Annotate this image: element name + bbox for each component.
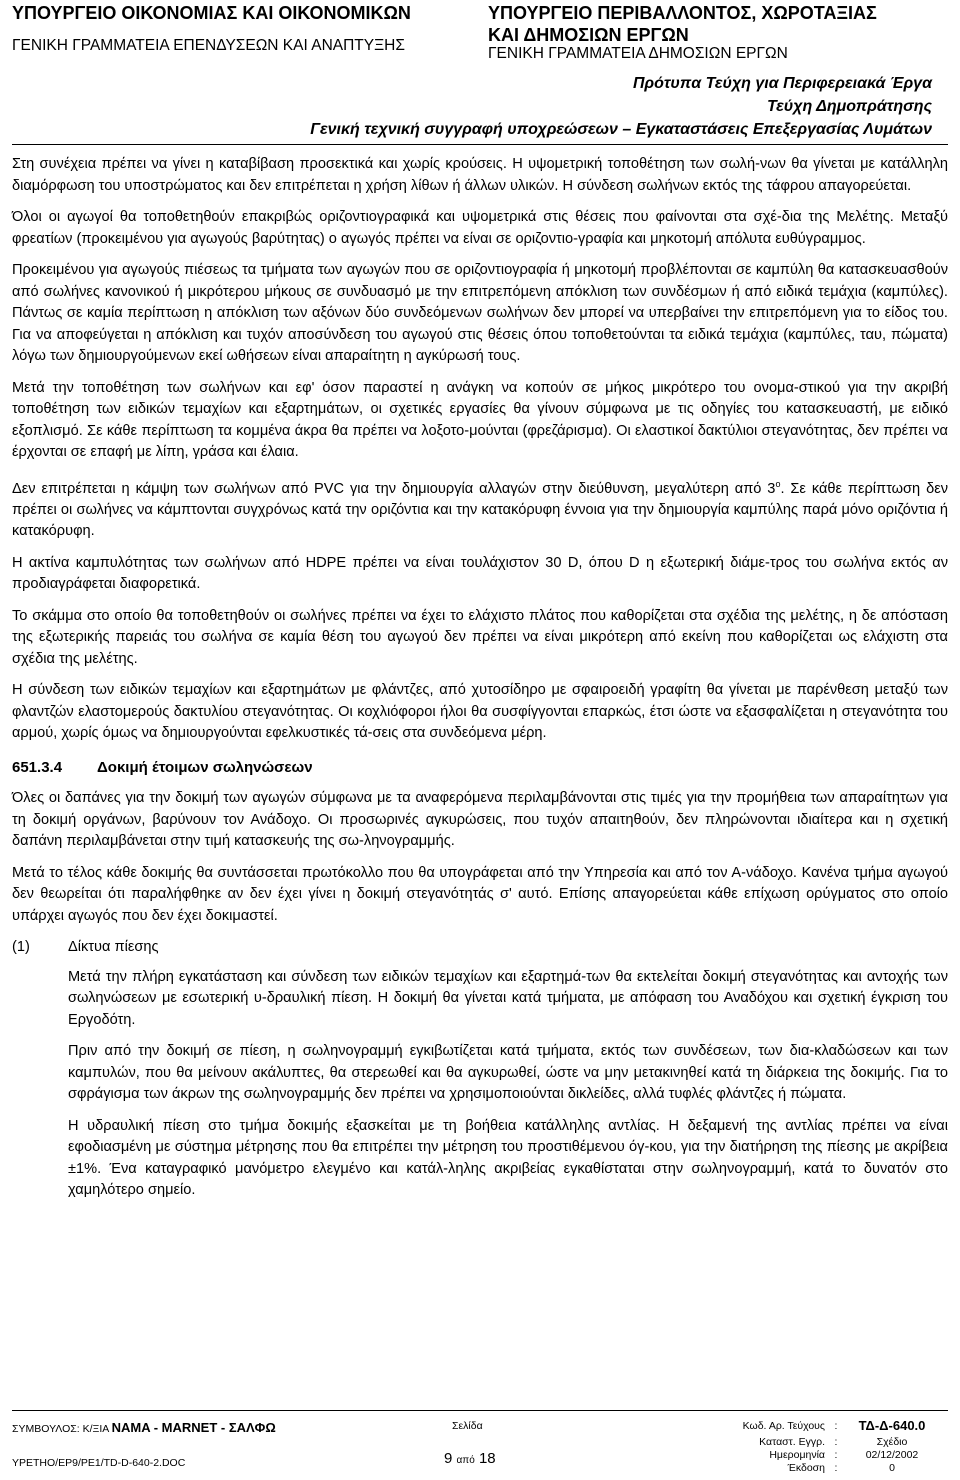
doc-series-title: Πρότυπα Τεύχη για Περιφερειακά Έργα [632,75,932,92]
meta-row-code [707,1418,937,1434]
page-footer [12,1410,948,1480]
paragraph-13: Η υδραυλική πίεση στο τμήμα δοκιμής εξασκείται με τη βοήθεια κατάλληλης αντλίας. Η δεξαμενή της αντλίας πρέπει να είναι εφοδιασμένη με σύστημα μέτρησης που θα επιτρέπει την μέτρηση του προστιθέμενου όγ-κου, για την διατήρηση της πίεσης με ακρίβεια ±1%. Ένα καταγραφικό μανόμετρο ελεγμένο και κατάλ-ληλης ακριβείας εγκαθίσταται στην σωληνογραμμή, κατά το δυνατόν στο χαμηλότερο σημείο. [68,1117,948,1199]
doc-subject-title: Γενική τεχνική συγγραφή υποχρεώσεων – Εγκαταστάσεις Επεξεργασίας Λυμάτων [310,121,932,138]
subsection-number: (1) [12,939,30,956]
header-left [12,0,482,56]
page-of: από [456,1455,475,1466]
document-subheader [310,72,932,141]
meta-colon: : [834,1449,838,1461]
meta-colon: : [834,1420,838,1432]
footer-metadata [707,1418,937,1475]
meta-colon: : [834,1462,838,1474]
footer-consultant [12,1420,276,1435]
footer-divider [12,1410,948,1411]
paragraph-11: Μετά την πλήρη εγκατάσταση και σύνδεση των ειδικών τεμαχίων και εξαρτημά-των θα εκτελείται δοκιμή στεγανότητας και αντοχής των σωληνώσεων με εσωτερική υ-δραυλική πίεση. Η δοκιμή θα γίνεται κατά τμήματα, με απόφαση του Αναδόχου και σχετική έγκριση του Εργοδότη. [68,968,948,1028]
paragraph-5-part-b: . Σε κάθε περίπτωση δεν πρέπει οι σωλήνες να κάμπτονται συγχρόνως κατά την οριζόντια και την κατακόρυφη έννοια για την δημιουργία καμπύλης παρά μόνο οριζόντια ή κατακόρυφη. [12,480,949,540]
paragraph-2: Όλοι οι αγωγοί θα τοποθετηθούν επακριβώς οριζοντιογραφικά και υψομετρικά στις θέσεις που φαίνονται στα σχέ-δια της Μελέτης. Μεταξύ φρεατίων (προκειμένου για αγωγούς βαρύτητας) ο αγωγός πρέπει να είναι σε οριζοντιο-γραφία και μηκοτομή απόλυτα ευθύγραμμος. [12,209,948,247]
paragraph-10: Μετά το τέλος κάθε δοκιμής θα συντάσσεται πρωτόκολλο που θα υπογράφεται από την Υπηρεσία και από τον Α-νάδοχο. Κανένα τμήμα αγωγού δεν θεωρείται ότι παραλήφθηκε αν δεν έχει γίνει η δοκιμή στεγανότητάς σ' αυτό. Επίσης απαγορεύεται κάθε επίχωση ορύγματος στο οποίο υπάρχει αγωγός που δεν έχει δοκιμαστεί. [12,864,948,924]
date-label: Ημερομηνία [769,1449,825,1461]
code-label: Κωδ. Αρ. Τεύχους [742,1420,825,1432]
edition-label: Έκδοση [787,1462,825,1474]
meta-row-edition [707,1462,937,1475]
page-label: Σελίδα [452,1420,483,1432]
paragraph-4: Μετά την τοποθέτηση των σωλήνων και εφ' όσον παραστεί η ανάγκη να κοπούν σε μήκος μικρότερο του ονομα-στικού για την ακριβή τοποθέτηση των ειδικών τεμαχίων και εξαρτημάτων, οι σχετικές εργασίες θα γίνουν σύμφωνα με τις οδηγίες του κατασκευαστή, με ειδικό εξοπλισμό. Σε κάθε περίπτωση τα κομμένα άκρα θα πρέπει να λοξοτο-μούνται (φρεζάρισμα). Οι ελαστικοί δακτύλιοι στεγανότητας, δεν πρέπει να έρχονται σε επαφή με λίπη, γράσα και έλαια. [12,379,948,460]
header-left-ministry: ΥΠΟΥΡΓΕΙΟ ΟΙΚΟΝΟΜΙΑΣ ΚΑΙ ΟΙΚΟΝΟΜΙΚΩΝ [12,3,411,23]
header-right-secretariat: ΓΕΝΙΚΗ ΓΡΑΜΜΑΤΕΙΑ ΔΗΜΟΣΙΩΝ ΕΡΓΩΝ [488,45,788,62]
header-right-ministry-line2: ΚΑΙ ΔΗΜΟΣΙΩΝ ΕΡΓΩΝ [488,25,689,45]
section-heading [12,757,948,779]
paragraph-8: Η σύνδεση των ειδικών τεμαχίων και εξαρτημάτων με φλάντζες, από χυτοσίδηρο με σφαιροειδή γραφίτη θα γίνεται με παρένθεση μεταξύ των φλαντζών ελαστομερούς δακτυλίου στεγανότητας. Οι κοχλιόφοροι ήλοι θα συσφίγγονται επαρκώς, έτσι ώστε να εξασφαλίζεται η στεγανότητα του αρμού, χωρίς όμως να δημιουργούνται εφελκυστικές τά-σεις στα συνδεόμενα μέρη. [12,682,948,742]
degree-superscript: ο [775,478,781,489]
doc-volume-title: Τεύχη Δημοπράτησης [766,98,932,115]
paragraph-5-part-a: Δεν επιτρέπεται η κάμψη των σωλήνων από PVC για την δημιουργία αλλαγών στην διεύθυνση, μεγαλύτερη από 3 [12,480,776,497]
status-value: Σχέδιο [876,1436,908,1448]
page-current: 9 [444,1450,453,1467]
paragraph-1: Στη συνέχεια πρέπει να γίνει η καταβίβαση προσεκτικά και χωρίς κρούσεις. Η υψομετρική τοποθέτηση των σωλή-νων θα γίνεται με κατάλληλη διαμόρφωση του υποστρώματος και δεν επιτρέπεται η χρήση λίθων ή άλλων υλικών. Η σύνδεση σωλήνων εκτός της τάφρου απαγορεύεται. [12,156,948,194]
paragraph-12: Πριν από την δοκιμή σε πίεση, η σωληνογραμμή εγκιβωτίζεται κατά τμήματα, εκτός των συνδέσεων, των δια-κλαδώσεων και των καμπυλών, που θα μείνουν ακάλυπτες, θα στερεωθεί και θα αγκυρωθεί, ώστε να μην μετακινηθεί κατά τη διάρκεια της δοκιμής. Για το σφράγισμα των άκρων της σωληνογραμμής δεν πρέπει να χρησιμοποιούνται δικλείδες, αλλά τυφλές φλάντζες ή πώματα. [68,1043,948,1103]
footer-filename: ΥΡΕΤΗΟ/ΕΡ9/ΡΕ1/TD-D-640-2.DOC [12,1457,186,1469]
status-label: Καταστ. Εγγρ. [759,1436,825,1448]
paragraph-3: Προκειμένου για αγωγούς πιέσεως τα τμήματα των αγωγών που σε οριζοντιογραφία ή μηκοτομή προβλέπονται σε καμπύλη θα κατασκευασθούν από σωλήνες κανονικού ή μικρότερου μήκους σε συνδυασμό με την επιτρεπόμενη απόκλιση των συνδέσμων ή από ειδικά τεμάχια (καμπύλες). Πάντως σε καμία περίπτωση η απόκλιση των αξόνων δύο συνδεόμενων σωλήνων δεν μπορεί να υπερβαίνει την επιτρεπόμενη για το είδος του. Για να αποφεύγεται η απόκλιση και τυχόν αποσύνδεση του αγωγού στις θέσεις όπου τοποθετούνται τα ειδικά τεμάχια (καμπύλες, ταυ, πώματα) λόγω των δημιουργούμενων εκεί ωθήσεων είναι απαραίτητη η αγκύρωσή τους. [12,262,948,364]
header-right-ministry-line1: ΥΠΟΥΡΓΕΙΟ ΠΕΡΙΒΑΛΛΟΝΤΟΣ, ΧΩΡΟΤΑΞΙΑΣ [488,3,877,23]
code-value: ΤΔ-Δ-640.0 [858,1418,926,1433]
consultant-name: NAMA - MARNET - ΣΑΛΦΩ [111,1420,276,1435]
subsection-title: Δίκτυα πίεσης [68,939,159,956]
meta-row-date [707,1449,937,1462]
meta-row-status [707,1436,937,1449]
meta-colon: : [834,1436,838,1448]
page-number [444,1450,496,1467]
consultant-label: ΣΥΜΒΟΥΛΟΣ: Κ/ΞΙΑ [12,1423,109,1435]
subsection-heading [12,937,948,959]
edition-value: 0 [889,1462,895,1474]
header-left-secretariat: ΓΕΝΙΚΗ ΓΡΑΜΜΑΤΕΙΑ ΕΠΕΝΔΥΣΕΩΝ ΚΑΙ ΑΝΑΠΤΥΞΗΣ [12,37,405,54]
section-number: 651.3.4 [12,758,63,776]
header-right [488,0,953,64]
page-total: 18 [478,1450,496,1467]
date-value: 02/12/2002 [865,1449,919,1461]
paragraph-7: Το σκάμμα στο οποίο θα τοποθετηθούν οι σωλήνες πρέπει να έχει το ελάχιστο πλάτος που καθορίζεται στα σχέδια της μελέτης, η δε απόσταση της εξωτερικής παρειάς του σωλήνα σε καμία θέση του αγωγού δεν πρέπει να είναι μικρότερη από εκείνη που καθορίζεται ως ελάχιστη στα σχέδια της μελέτης. [12,607,948,667]
section-title: Δοκιμή έτοιμων σωληνώσεων [97,758,313,776]
header-divider [12,144,948,145]
paragraph-6: Η ακτίνα καμπυλότητας των σωλήνων από HDPE πρέπει να είναι τουλάχιστον 30 D, όπου D η εξωτερική διάμε-τρος του σωλήνα εκτός αν προδιαγράφεται διαφορετικά. [12,554,948,593]
document-body [12,154,948,1212]
paragraph-9: Όλες οι δαπάνες για την δοκιμή των αγωγών σύμφωνα με τα αναφερόμενα περιλαμβάνονται στις τιμές για την προμήθεια των απαραίτητων για τη δοκιμή οργάνων, βαρύνουν τον Ανάδοχο. Οι προσωρινές αγκυρώσεις, που τυχόν απαιτηθούν, δεν πληρώνονται ιδιαίτερα και η σχετική δαπάνη περιλαμβάνεται στην τιμή κατασκευής της σω-ληνογραμμής. [12,790,948,850]
paragraph-5 [12,474,948,543]
